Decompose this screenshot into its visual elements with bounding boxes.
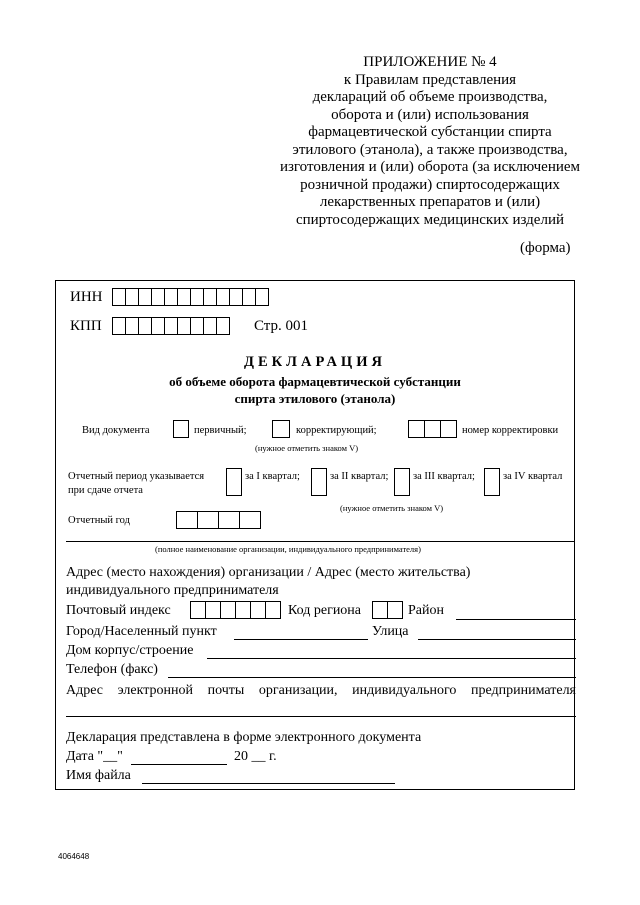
- electronic-note: Декларация представлена в форме электронного документа: [66, 730, 422, 745]
- year-cells[interactable]: [176, 511, 260, 529]
- date-month-field[interactable]: [131, 764, 227, 765]
- phone-field[interactable]: [168, 677, 576, 678]
- appendix-header: [250, 54, 610, 229]
- q1-label: за I квартал;: [245, 471, 300, 482]
- district-field[interactable]: [456, 619, 576, 620]
- doc-type-note: (нужное отметить знаком V): [255, 443, 359, 453]
- org-name-caption: (полное наименование организации, индивидуального предпринимателя): [155, 544, 421, 554]
- date-year: 20 __ г.: [234, 749, 277, 764]
- filename-field[interactable]: [142, 783, 395, 784]
- corrective-label: корректирующий;: [296, 425, 377, 436]
- q2-label: за II квартал;: [330, 471, 389, 482]
- declaration-title: ДЕКЛАРАЦИЯ: [244, 354, 386, 370]
- street-label: Улица: [372, 624, 409, 639]
- document-number: 4064648: [58, 852, 90, 861]
- email-label: Адрес электронной почты организации, индивидуального предпринимателя: [66, 683, 576, 698]
- correction-number-cells[interactable]: [408, 420, 456, 438]
- primary-checkbox[interactable]: [173, 420, 189, 438]
- doc-type-label: Вид документа: [82, 425, 150, 436]
- appendix-line: этилового (этанола), а также производства,: [292, 141, 568, 158]
- q3-checkbox[interactable]: [394, 468, 410, 496]
- year-label: Отчетный год: [68, 515, 130, 526]
- q4-label: за IV квартал: [503, 471, 563, 482]
- declaration-subtitle-2: спирта этилового (этанола): [234, 391, 396, 406]
- q4-checkbox[interactable]: [484, 468, 500, 496]
- q1-checkbox[interactable]: [226, 468, 242, 496]
- inn-label: ИНН: [70, 289, 103, 305]
- kpp-cells[interactable]: [112, 317, 229, 335]
- address-label-1: Адрес (место нахождения) организации / Адрес (место жительства): [66, 565, 471, 580]
- city-label: Город/Населенный пункт: [66, 624, 217, 639]
- appendix-line: спиртосодержащих медицинских изделий: [295, 211, 565, 228]
- appendix-line: розничной продажи) спиртосодержащих: [300, 176, 560, 193]
- phone-label: Телефон (факс): [66, 662, 158, 677]
- region-code-label: Код региона: [288, 603, 362, 618]
- corrective-checkbox[interactable]: [272, 420, 290, 438]
- appendix-line: фармацевтической субстанции спирта: [308, 124, 552, 140]
- house-field[interactable]: [207, 658, 576, 659]
- period-label-2: при сдаче отчета: [68, 485, 143, 496]
- kpp-label: КПП: [70, 318, 102, 334]
- appendix-line: к Правилам представления: [343, 71, 517, 88]
- page-number: Стр. 001: [254, 318, 309, 334]
- inn-cells[interactable]: [112, 288, 268, 306]
- correction-number-label: номер корректировки: [462, 425, 559, 436]
- declaration-subtitle-1: об объеме оборота фармацевтической субстанции: [169, 374, 461, 389]
- filename-label: Имя файла: [66, 768, 131, 783]
- postal-index-cells[interactable]: [190, 601, 280, 619]
- street-field[interactable]: [418, 639, 576, 640]
- q2-checkbox[interactable]: [311, 468, 327, 496]
- city-field[interactable]: [234, 639, 368, 640]
- date-label: Дата "__": [66, 749, 123, 764]
- appendix-line: изготовления и (или) оборота (за исключением: [279, 159, 581, 175]
- region-code-cells[interactable]: [372, 601, 402, 619]
- appendix-line: лекарственных препаратов и (или): [319, 194, 541, 210]
- address-label-2: индивидуального предпринимателя: [66, 583, 279, 598]
- house-label: Дом корпус/строение: [66, 643, 194, 658]
- period-label-1: Отчетный период указывается: [68, 471, 205, 482]
- district-label: Район: [408, 603, 444, 618]
- q3-label: за III квартал;: [413, 471, 475, 482]
- period-note: (нужное отметить знаком V): [340, 503, 444, 513]
- form-label: (форма): [520, 240, 571, 256]
- org-name-field[interactable]: [66, 541, 574, 542]
- primary-label: первичный;: [194, 425, 247, 436]
- appendix-line: деклараций об объеме производства,: [312, 89, 548, 105]
- appendix-line: ПРИЛОЖЕНИЕ № 4: [363, 54, 497, 70]
- postal-index-label: Почтовый индекс: [66, 603, 171, 618]
- email-field[interactable]: [66, 716, 576, 717]
- appendix-line: оборота и (или) использования: [331, 106, 529, 123]
